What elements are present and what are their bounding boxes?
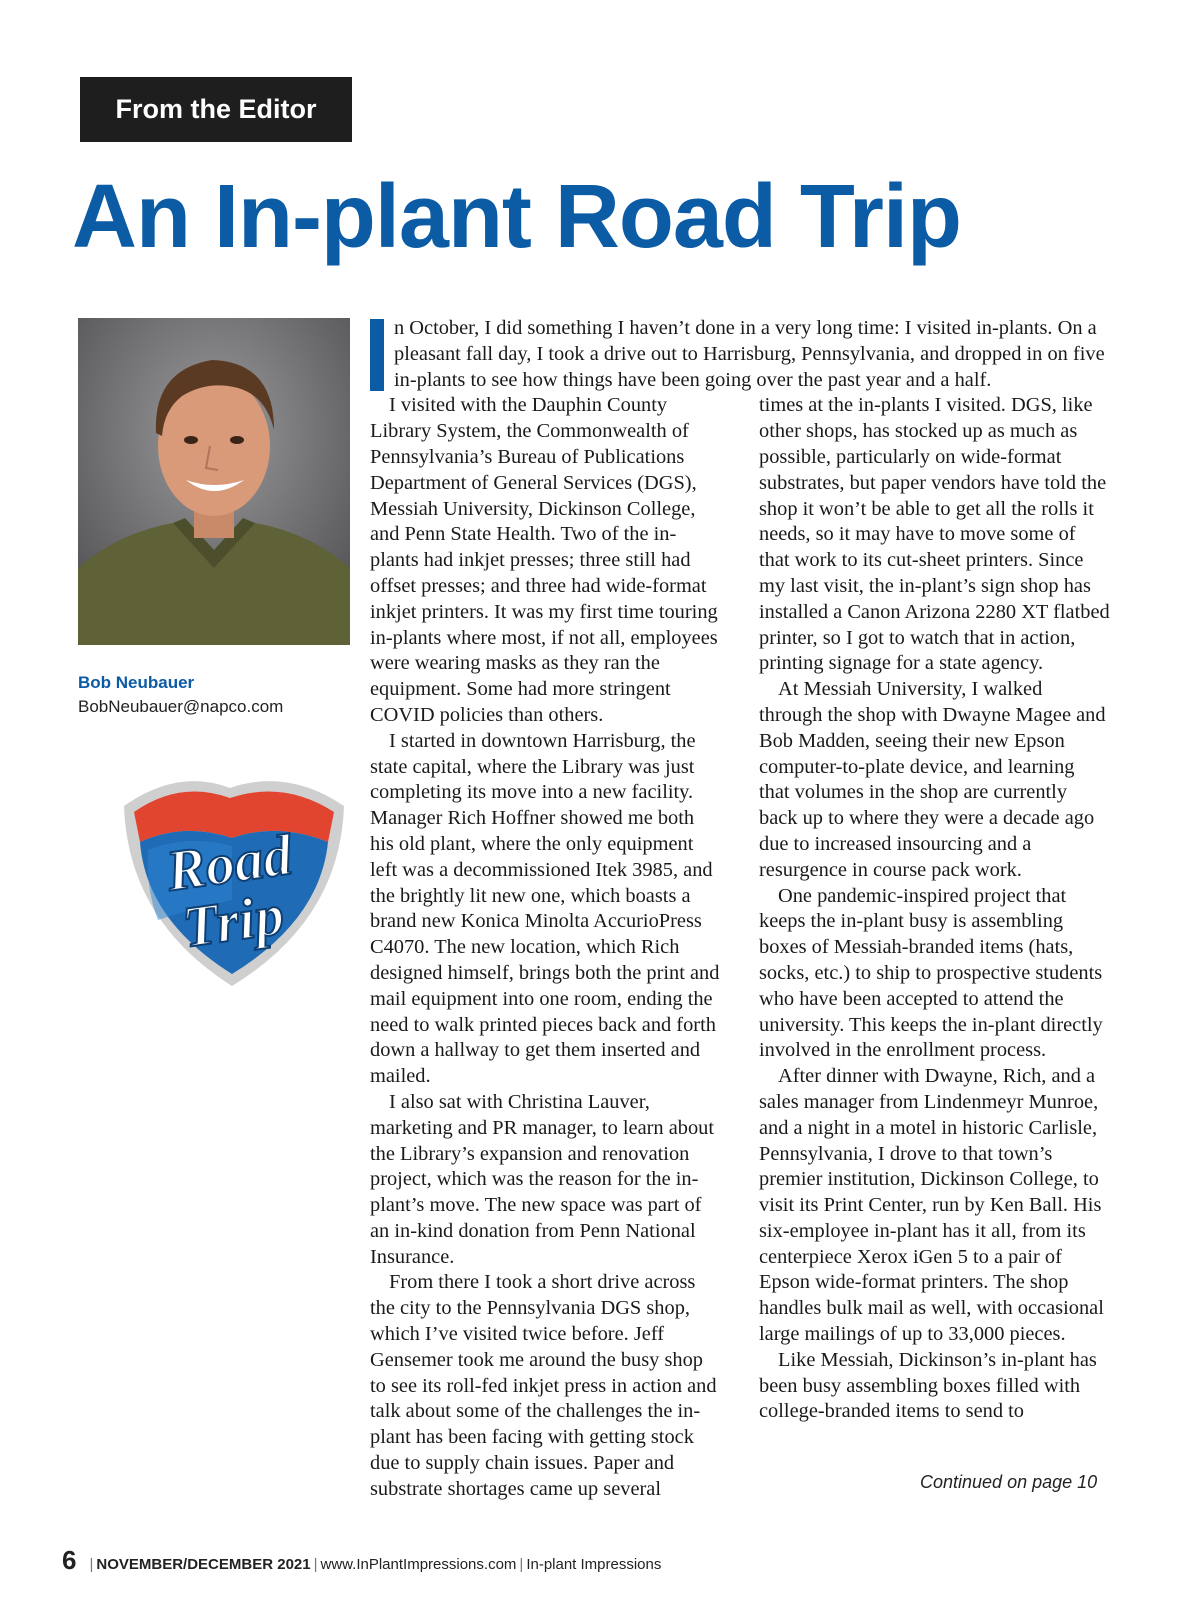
article-lead [370, 316, 1110, 393]
logo-text-road: Road [162, 821, 297, 904]
publication-name: In-plant Impressions [526, 1556, 662, 1573]
paragraph: Like Messiah, Dickinson’s in-plant has been busy assembling boxes filled with college-branded items to send to [759, 1348, 1097, 1423]
article-body [370, 316, 1110, 1503]
paragraph: One pandemic-inspired project that keeps the in-plant busy is assembling boxes of Messiah-branded items (hats, socks, etc.) to ship to prospective students who have been accepted to attend the university. This keeps the in-plant directly involved in the enrollment process. [759, 884, 1103, 1062]
lead-paragraph: n October, I did something I haven’t done in a very long time: I visited in-plants. On a pleasant fall day, I took a drive out to Harrisburg, Pennsylvania, and dropped in on five in-plants to see how things have been going over the past year and a half. [394, 317, 1105, 391]
right-column [759, 393, 1110, 1502]
road-trip-logo [118, 760, 350, 992]
author-email[interactable]: BobNeubauer@napco.com [78, 697, 284, 716]
headline: An In-plant Road Trip [72, 167, 961, 267]
road-trip-shield-icon [118, 760, 350, 992]
paragraph: I also sat with Christina Lauver, marketing and PR manager, to learn about the Library’s expansion and renovation project, which was the reason for the in-plant’s move. The new space was part of an in-kind donation from Penn National Insurance. [370, 1090, 715, 1268]
paragraph: I started in downtown Harrisburg, the state capital, where the Library was just completing its move into a new facility. Manager Rich Hoffner showed me both his old plant, where the only equipment left was a decommissioned Itek 3985, and the brightly lit new one, which boasts a brand new Konica Minolta AccurioPress C4070. The new location, which Rich designed himself, brings both the print and mail equipment into one room, ending the need to walk printed pieces back and forth down a hallway to get them inserted and mailed. [370, 729, 720, 1088]
paragraph: I visited with the Dauphin County Library System, the Commonwealth of Pennsylvania’s Bureau of Publications Department of General Services (DGS), Messiah University, Dickinson College, and Penn State Health. Two of the in-plants had inkjet presses; three still had offset presses; and three had wide-format inkjet printers. It was my first time touring in-plants where most, if not all, employees were wearing masks as they ran the equipment. Some had more stringent COVID policies than others. [370, 394, 718, 726]
paragraph: At Messiah University, I walked through the shop with Dwayne Magee and Bob Madden, seeing their new Epson computer-to-plate device, and learning that volumes in the shop are currently back up to where they were a decade ago due to increased insourcing and a resurgence in course pack work. [759, 678, 1106, 881]
article-columns [370, 393, 1110, 1502]
continued-note: Continued on page 10 [920, 1472, 1098, 1492]
website-link[interactable]: www.InPlantImpressions.com [320, 1556, 517, 1573]
author-portrait-image [78, 318, 350, 645]
paragraph: From there I took a short drive across the city to the Pennsylvania DGS shop, which I’ve visited twice before. Jeff Gensemer took me around the busy shop to see its roll-fed inkjet press in action and talk about some of the challenges the in-plant has been facing with getting stock due to supply chain issues. Paper and substrate shortages came up several [370, 1271, 717, 1500]
footer-line: | NOVEMBER/DECEMBER 2021 | www.InPlantImpressions.com | In-plant Impressions [89, 1556, 662, 1573]
left-column [370, 393, 721, 1502]
page-footer [62, 1545, 661, 1576]
author-photo [78, 318, 350, 645]
issue-date: NOVEMBER/DECEMBER 2021 [96, 1556, 311, 1573]
logo-text-trip: Trip [178, 881, 288, 960]
page-number: 6 [62, 1545, 77, 1575]
section-tag: From the Editor [80, 77, 352, 142]
paragraph: After dinner with Dwayne, Rich, and a sales manager from Lindenmeyr Munroe, and a night in a motel in historic Carlisle, Pennsylvania, I drove to that town’s premier institution, Dickinson College, to visit its Print Center, run by Ken Ball. His six-employee in-plant has it all, from its centerpiece Xerox iGen 5 to a pair of Epson wide-format printers. The shop handles bulk mail as well, with occasional large mailings of up to 33,000 pieces. [759, 1065, 1104, 1346]
author-name: Bob Neubauer [78, 673, 195, 692]
drop-cap [370, 319, 384, 391]
paragraph: times at the in-plants I visited. DGS, like other shops, has stocked up as much as possible, particularly on wide-format substrates, but paper vendors have told the shop it won’t be able to get all the rolls it needs, so it may have to move some of that work to its cut-sheet printers. Since my last visit, the in-plant’s sign shop has installed a Canon Arizona 2280 XT flatbed printer, so I got to watch that in action, printing signage for a state agency. [759, 394, 1110, 675]
